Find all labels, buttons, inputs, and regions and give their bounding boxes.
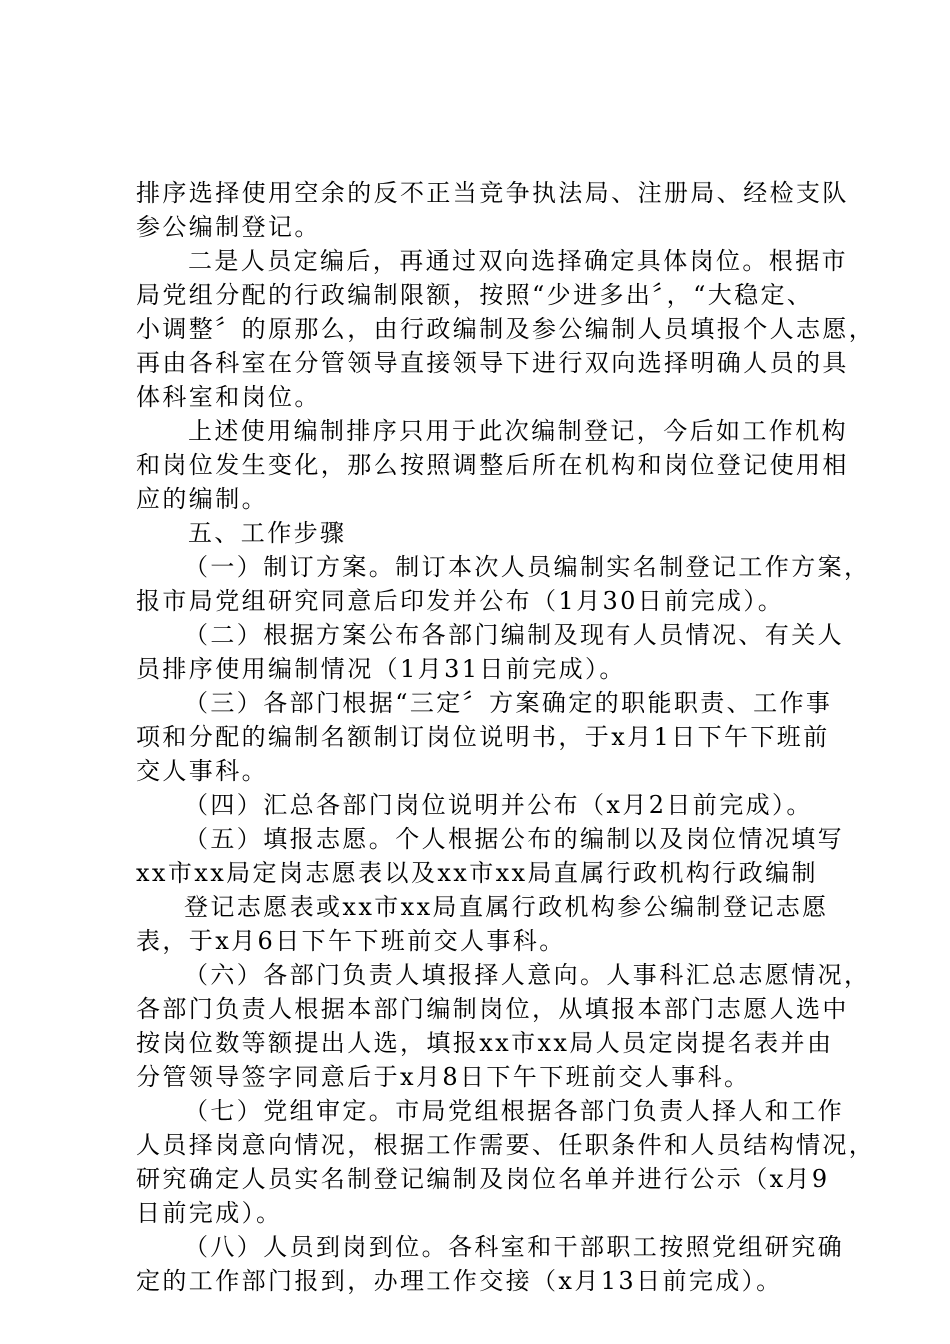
step-3: [136, 686, 836, 788]
paragraph-second-point: [136, 244, 876, 414]
text-line: xx市xx局定岗志愿表以及xx市xx局直属行政机构行政编制: [136, 859, 818, 887]
text-line: （三）各部门根据“三定〞方案确定的职能职责、工作事: [184, 689, 833, 717]
text-line: 参公编制登记。: [136, 213, 321, 241]
step-1: [136, 550, 871, 618]
text-line: 定的工作部门报到，办理工作交接（x月13日前完成）。: [136, 1267, 783, 1295]
text-line: 上述使用编制排序只用于此次编制登记，今后如工作机构: [188, 417, 848, 445]
text-line: 日前完成）。: [136, 1199, 283, 1227]
step-8: [136, 1230, 844, 1298]
text-line: 登记志愿表或xx市xx局直属行政机构参公编制登记志愿: [184, 893, 829, 921]
text-line: 按岗位数等额提出人选，填报xx市xx局人员定岗提名表并由: [136, 1029, 834, 1057]
text-line: （六）各部门负责人填报择人意向。人事科汇总志愿情况，: [184, 961, 871, 989]
text-line: （八）人员到岗到位。各科室和干部职工按照党组研究确: [184, 1233, 844, 1261]
text-line: 人员择岗意向情况，根据工作需要、任职条件和人员结构情况，: [136, 1131, 876, 1159]
text-line: 体科室和岗位。: [136, 383, 321, 411]
text-line: 各部门负责人根据本部门编制岗位，从填报本部门志愿人选中: [136, 995, 849, 1023]
text-line: 交人事科。: [136, 757, 268, 785]
paragraph-continuation: [136, 176, 849, 244]
text-line: （一）制订方案。制订本次人员编制实名制登记工作方案，: [184, 553, 871, 581]
text-line: 表，于x月6日下午下班前交人事科。: [136, 927, 566, 955]
text-line: 局党组分配的行政编制限额，按照“少进多出〞，“大稳定、: [136, 281, 814, 309]
step-4: [136, 788, 836, 822]
text-line: 五、工作步骤: [188, 519, 347, 547]
text-line: 排序选择使用空余的反不正当竞争执法局、注册局、经检支队: [136, 179, 849, 207]
document-page: [136, 176, 876, 1298]
text-line: 分管领导签字同意后于x月8日下午下班前交人事科。: [136, 1063, 751, 1091]
text-line: （五）填报志愿。个人根据公布的编制以及岗位情况填写: [184, 825, 844, 853]
text-line: 二是人员定编后，再通过双向选择确定具体岗位。根据市: [188, 247, 848, 275]
text-line: 小调整〞的原那么，由行政编制及参公编制人员填报个人志愿，: [136, 315, 876, 343]
text-line: （二）根据方案公布各部门编制及现有人员情况、有关人: [184, 621, 844, 649]
text-line: 和岗位发生变化，那么按照调整后所在机构和岗位登记使用相: [136, 451, 849, 479]
step-5: [136, 822, 844, 958]
paragraph-note: [136, 414, 849, 516]
text-line: 研究确定人员实名制登记编制及岗位名单并进行公示（x月9: [136, 1165, 830, 1193]
step-6: [136, 958, 871, 1094]
text-line: 员排序使用编制情况（1月31日前完成）。: [136, 655, 626, 683]
text-line: 报市局党组研究同意后印发并公布（1月30日前完成）。: [136, 587, 785, 615]
text-line: （七）党组审定。市局党组根据各部门负责人择人和工作: [184, 1097, 844, 1125]
text-line: 项和分配的编制名额制订岗位说明书，于x月1日下午下班前: [136, 723, 830, 751]
section-heading: [136, 516, 836, 550]
text-line: 应的编制。: [136, 485, 268, 513]
step-7: [136, 1094, 876, 1230]
text-line: （四）汇总各部门岗位说明并公布（x月2日前完成）。: [184, 791, 813, 819]
text-line: 再由各科室在分管领导直接领导下进行双向选择明确人员的具: [136, 349, 849, 377]
step-2: [136, 618, 844, 686]
